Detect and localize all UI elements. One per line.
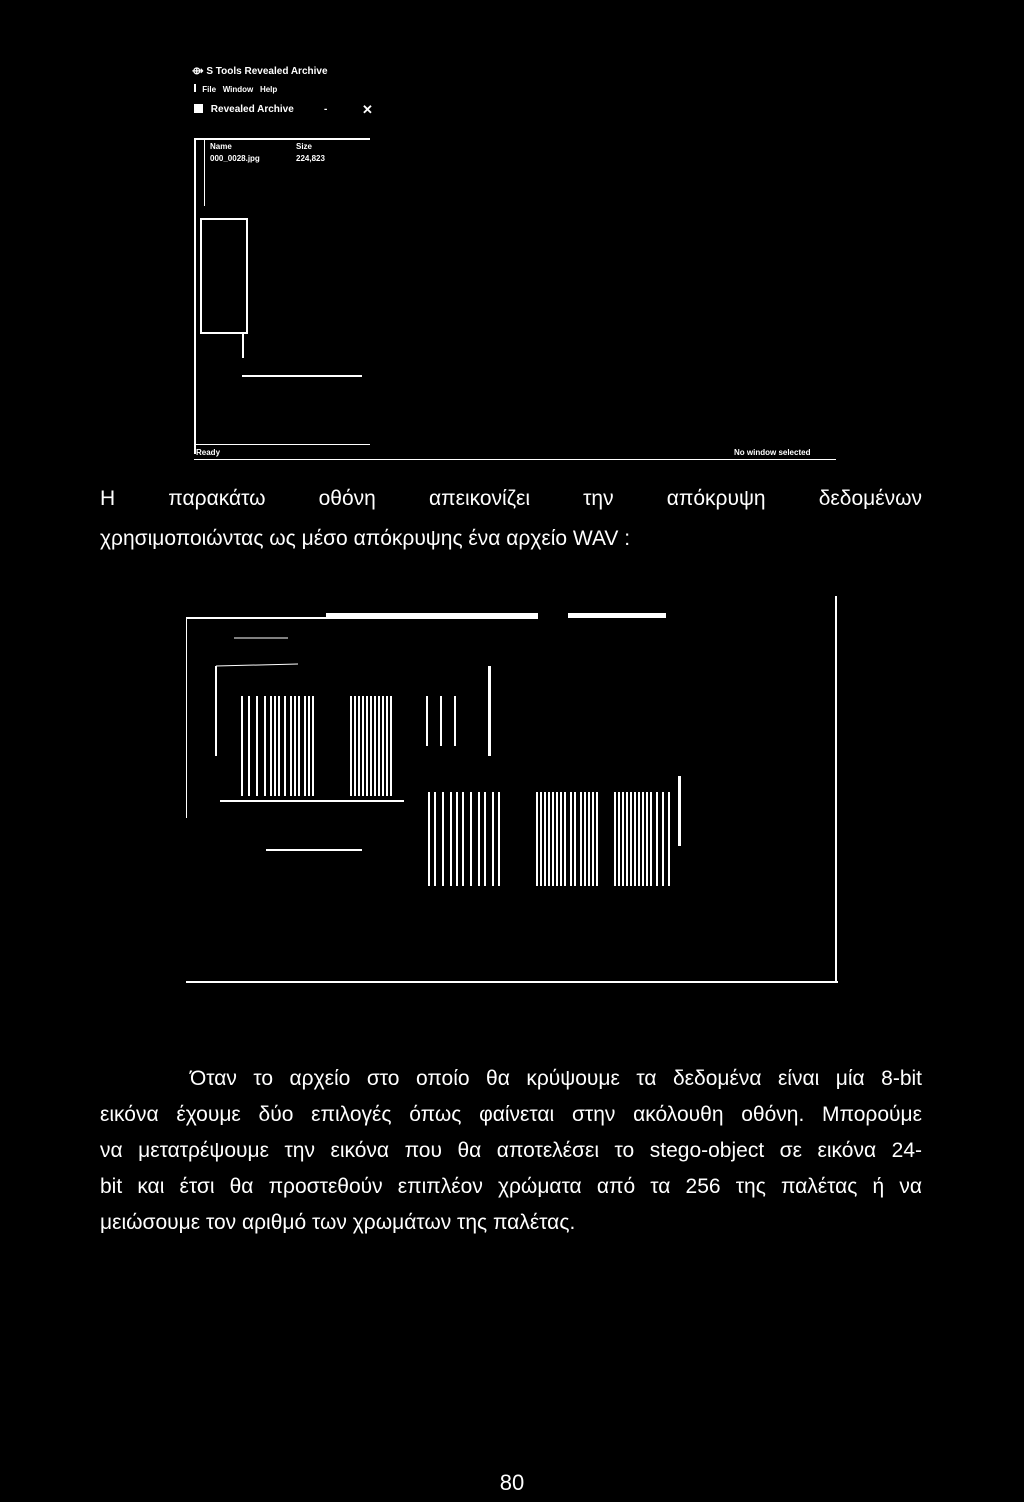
waveform-bar	[650, 792, 652, 886]
scroll-divider	[242, 375, 362, 377]
file-size-cell: 224,823	[296, 154, 325, 163]
waveform-bar	[592, 792, 594, 886]
waveform-bars	[241, 666, 681, 886]
inner-panel-outline	[200, 218, 248, 334]
waveform-bar	[428, 792, 430, 886]
status-window: No window selected	[734, 448, 811, 457]
waveform-bar	[540, 792, 542, 886]
menu-bar	[194, 84, 277, 94]
subwindow-title: Revealed Archive	[210, 104, 294, 115]
column-header-size[interactable]: Size	[296, 142, 313, 151]
waveform-bar	[614, 792, 616, 886]
paragraph-line-2: εικόνα έχουμε δύο επιλογές όπως φαίνεται στην ακόλουθη οθόνη. Μπορούμε	[100, 1103, 922, 1126]
paragraph-line-3: να μετατρέψουμε την εικόνα που θα αποτελέσει το stego-object σε εικόνα 24-	[100, 1139, 922, 1162]
waveform-bar	[256, 696, 258, 796]
waveform-bar	[552, 792, 554, 886]
waveform-bar	[374, 696, 376, 796]
paragraph-line-4: bit και έτσι θα προστεθούν επιπλέον χρώματα από τα 256 της παλέτας ή να	[100, 1175, 922, 1198]
waveform-bar	[492, 792, 494, 886]
status-bottom-border	[194, 459, 836, 460]
waveform-bar	[308, 696, 310, 796]
app-title: ⟴ S Tools Revealed Archive	[192, 66, 328, 77]
waveform-bar	[646, 792, 648, 886]
waveform-bar	[584, 792, 586, 886]
waveform-bar	[390, 696, 392, 796]
waveform-bar	[378, 696, 380, 796]
menu-file[interactable]: File	[202, 85, 217, 94]
wav-screenshot-graphic	[186, 596, 838, 988]
waveform-bar	[382, 696, 384, 796]
waveform-bar	[248, 696, 250, 796]
waveform-bar	[548, 792, 550, 886]
page-number: 80	[499, 1470, 525, 1495]
waveform-bar	[596, 792, 598, 886]
file-name-cell: 000_0028.jpg	[210, 154, 260, 163]
status-ready: Ready	[196, 448, 221, 457]
panel-tick	[242, 332, 244, 358]
waveform-bar	[426, 696, 428, 746]
wav-screenshot	[186, 596, 838, 988]
waveform-bar	[662, 792, 664, 886]
waveform-bar	[564, 792, 566, 886]
waveform-bar	[450, 792, 452, 886]
waveform-bar	[312, 696, 314, 796]
list-left-border	[194, 138, 196, 454]
waveform-bar	[638, 792, 640, 886]
waveform-bar	[362, 696, 364, 796]
waveform-bar	[386, 696, 388, 796]
column-header-name[interactable]: Name	[210, 142, 232, 151]
waveform-bar	[274, 696, 276, 796]
waveform-bar	[478, 792, 480, 886]
status-divider	[194, 444, 370, 445]
caption-line-2: χρησιμοποιώντας ως μέσο απόκρυψης ένα αρχείο WAV :	[100, 527, 631, 550]
waveform-bar	[440, 696, 442, 746]
waveform-bar	[622, 792, 624, 886]
list-inner-border	[204, 140, 205, 206]
waveform-bar	[454, 696, 456, 746]
waveform-bar	[366, 696, 368, 796]
waveform-bar	[434, 792, 436, 886]
waveform-bar	[668, 792, 670, 886]
waveform-bar	[678, 776, 681, 846]
waveform-bar	[544, 792, 546, 886]
waveform-bar	[626, 792, 628, 886]
waveform-bar	[462, 792, 464, 886]
minimize-button[interactable]: -	[324, 104, 328, 115]
waveform-bar	[304, 696, 306, 796]
disk-icon	[194, 104, 203, 113]
waveform-bar	[354, 696, 356, 796]
waveform-bar	[298, 696, 300, 796]
waveform-bar	[442, 792, 444, 886]
waveform-bar	[570, 792, 572, 886]
list-top-border	[194, 138, 370, 140]
paragraph-line-5: μειώσουμε τον αριθμό των χρωμάτων της παλέτας.	[100, 1211, 576, 1234]
waveform-bar	[588, 792, 590, 886]
menu-bar-marker	[194, 84, 196, 92]
waveform-bar	[241, 696, 243, 796]
waveform-bar	[264, 696, 266, 796]
waveform-bar	[618, 792, 620, 886]
waveform-bar	[456, 792, 458, 886]
waveform-bar	[294, 696, 296, 796]
waveform-bar	[536, 792, 538, 886]
waveform-bar	[560, 792, 562, 886]
waveform-bar	[278, 696, 280, 796]
paragraph-line-1: Όταν το αρχείο στο οποίο θα κρύψουμε τα δεδομένα είναι μία 8-bit	[190, 1067, 922, 1090]
waveform-bar	[498, 792, 500, 886]
waveform-bar	[370, 696, 372, 796]
menu-help[interactable]: Help	[259, 85, 278, 94]
waveform-bar	[270, 696, 272, 796]
stools-screenshot	[186, 62, 836, 462]
waveform-bar	[470, 792, 472, 886]
waveform-bar	[358, 696, 360, 796]
waveform-bar	[630, 792, 632, 886]
caption-line-1: Η παρακάτω οθόνη απεικονίζει την απόκρυψη δεδομένων	[100, 487, 922, 510]
stools-icon: ⟴	[192, 66, 207, 77]
waveform-bar	[556, 792, 558, 886]
waveform-bar	[580, 792, 582, 886]
waveform-bar	[284, 696, 286, 796]
waveform-bar	[634, 792, 636, 886]
waveform-bar	[350, 696, 352, 796]
waveform-bar	[574, 792, 576, 886]
subwindow-titlebar	[194, 104, 294, 115]
close-button[interactable]: ✕	[362, 102, 373, 117]
waveform-bar	[656, 792, 658, 886]
waveform-bar	[642, 792, 644, 886]
waveform-bar	[488, 666, 491, 756]
waveform-bar	[484, 792, 486, 886]
waveform-bar	[290, 696, 292, 796]
menu-window[interactable]: Window	[222, 85, 254, 94]
